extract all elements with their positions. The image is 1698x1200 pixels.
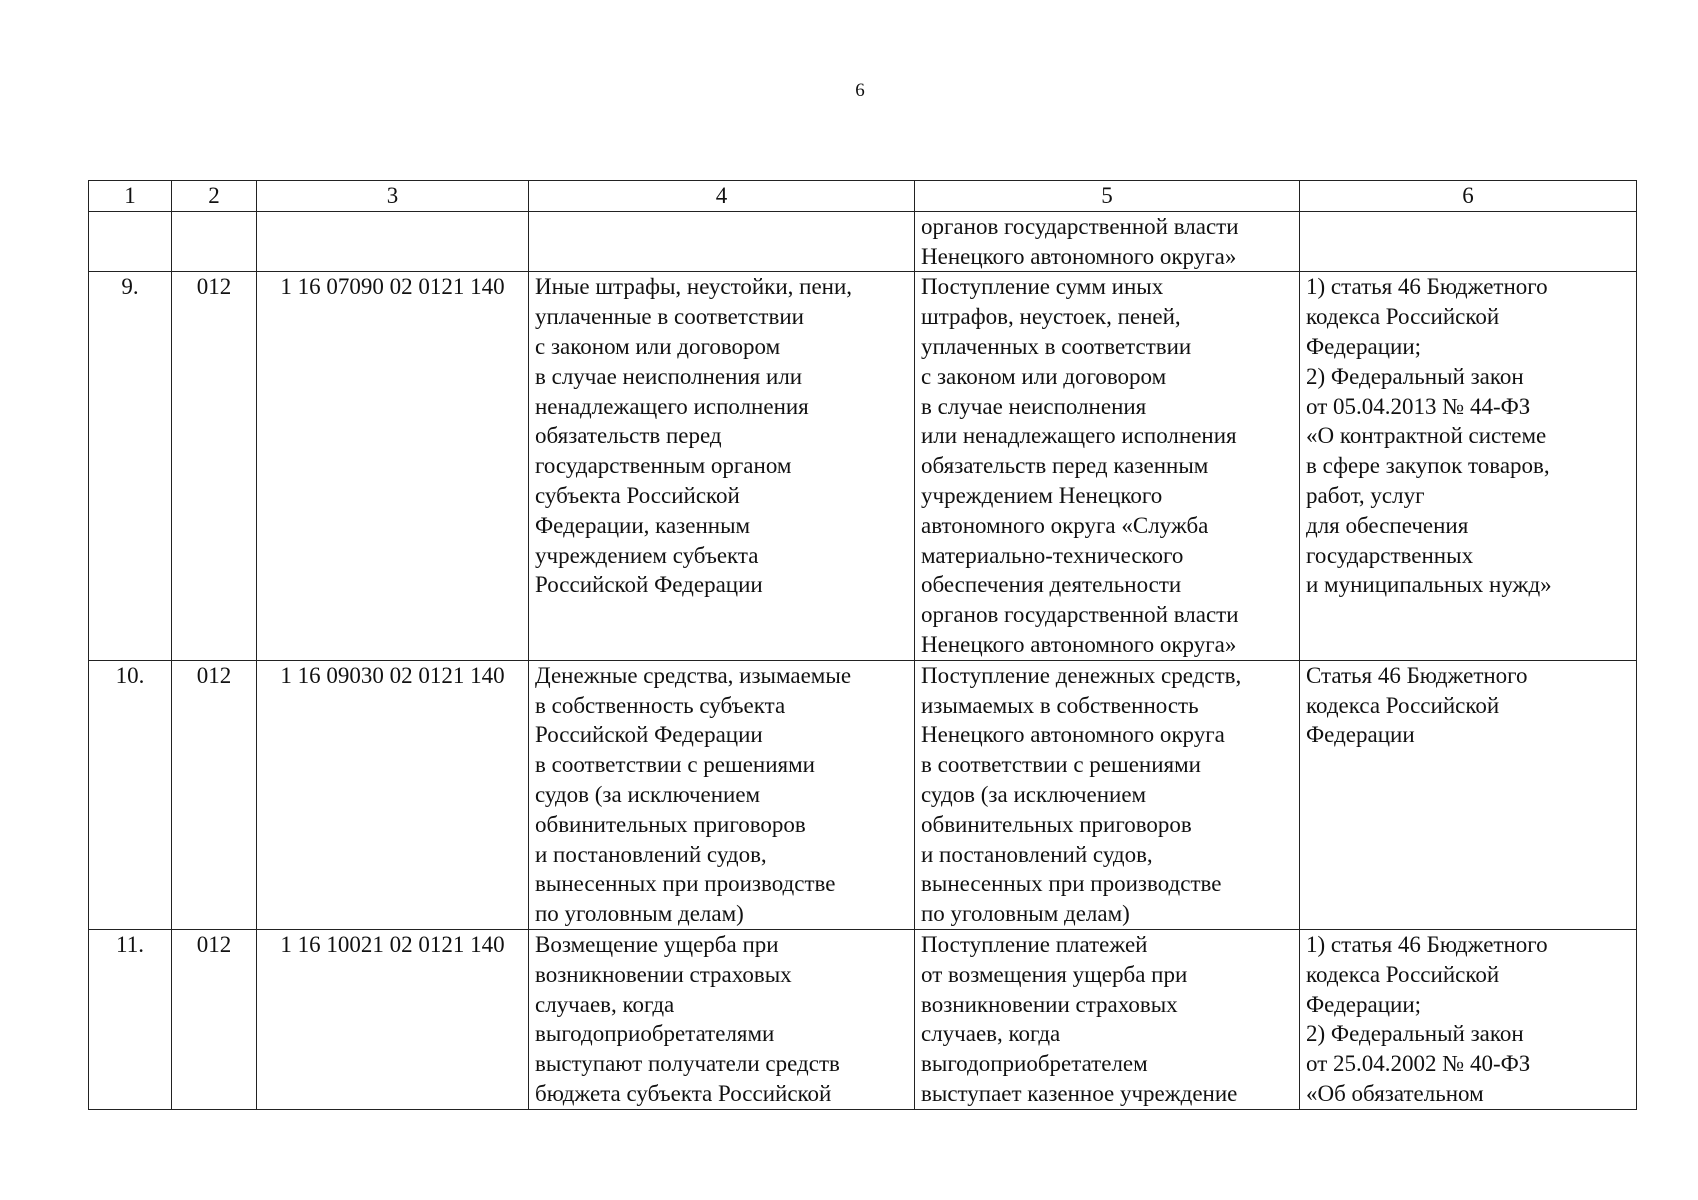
revenue-name-line: выступают получатели средств [535,1051,840,1077]
header-col-2: 2 [172,181,257,212]
revenue-description-cell [915,272,1300,660]
revenue-name-cell [529,272,915,660]
admin-code-cell: 012 [172,929,257,1109]
legal-basis-line: и муниципальных нужд» [1306,572,1552,598]
budget-code-cell: 1 16 10021 02 0121 140 [257,929,529,1109]
header-col-6: 6 [1300,181,1637,212]
legal-basis-cell [1300,211,1637,272]
legal-basis-line: 2) Федеральный закон [1306,1021,1524,1047]
revenue-name-line: уплаченные в соответствии [535,304,804,330]
header-col-4: 4 [529,181,915,212]
revenue-name-line: в собственность субъекта [535,692,786,718]
header-col-3: 3 [257,181,529,212]
revenue-description-line: в соответствии с решениями [921,752,1201,778]
revenue-description-line: Поступление платежей [921,931,1148,957]
revenue-description-cell [915,660,1300,929]
revenue-description-line: от возмещения ущерба при [921,961,1188,987]
revenue-description-line: обязательств перед казенным [921,453,1209,479]
revenue-name-line: судов (за исключением [535,781,761,807]
revenue-description-line: Поступление денежных средств, [921,662,1242,688]
revenue-name-line: в случае неисполнения или [535,363,803,389]
revenue-name-cell [529,929,915,1109]
revenue-description-line: органов государственной власти [921,213,1239,239]
legal-basis-line: для обеспечения [1306,512,1469,538]
row-number-cell: 10. [89,660,172,929]
header-col-5: 5 [915,181,1300,212]
legal-basis-line: Статья 46 Бюджетного [1306,662,1528,688]
budget-code-cell: 1 16 09030 02 0121 140 [257,660,529,929]
revenue-name-line: Денежные средства, изымаемые [535,662,852,688]
revenue-name-line: учреждением субъекта [535,542,759,568]
row-number-cell: 11. [89,929,172,1109]
revenue-description-line: Ненецкого автономного округа» [921,243,1237,269]
legal-basis-line: работ, услуг [1306,482,1425,508]
revenue-name-line: Иные штрафы, неустойки, пени, [535,274,853,300]
table-body [89,211,1637,1109]
revenue-name-line: возникновении страховых [535,961,792,987]
legal-basis-cell [1300,929,1637,1109]
revenue-description-line: обеспечения деятельности [921,572,1182,598]
revenue-description-line: уплаченных в соответствии [921,333,1192,359]
revenue-name-line: по уголовным делам) [535,901,744,927]
legal-basis-line: кодекса Российской [1306,304,1500,330]
revenue-description-line: Ненецкого автономного округа» [921,631,1237,657]
revenue-description-line: или ненадлежащего исполнения [921,423,1237,449]
budget-revenue-table [88,180,1637,1110]
legal-basis-line: Федерации [1306,722,1415,748]
revenue-description-line: автономного округа «Служба [921,512,1209,538]
revenue-description-line: учреждением Ненецкого [921,482,1163,508]
revenue-name-cell [529,660,915,929]
legal-basis-line: «О контрактной системе [1306,423,1547,449]
revenue-description-line: обвинительных приговоров [921,811,1192,837]
revenue-name-line: Возмещение ущерба при [535,931,779,957]
revenue-description-line: возникновении страховых [921,991,1178,1017]
revenue-description-line: Ненецкого автономного округа [921,722,1225,748]
revenue-description-line: изымаемых в собственность [921,692,1199,718]
revenue-name-line: Федерации, казенным [535,512,751,538]
row-number-cell: 9. [89,272,172,660]
legal-basis-cell [1300,660,1637,929]
revenue-description-line: органов государственной власти [921,602,1239,628]
revenue-description-line: с законом или договором [921,363,1167,389]
legal-basis-line: 1) статья 46 Бюджетного [1306,274,1548,300]
revenue-description-line: материально-технического [921,542,1184,568]
legal-basis-line: «Об обязательном [1306,1080,1484,1106]
revenue-description-line: в случае неисполнения [921,393,1147,419]
revenue-name-line: в соответствии с решениями [535,752,815,778]
legal-basis-line: 2) Федеральный закон [1306,363,1524,389]
revenue-name-line: Российской Федерации [535,722,763,748]
revenue-description-line: случаев, когда [921,1021,1061,1047]
revenue-name-cell [529,211,915,272]
table-row [89,660,1637,929]
revenue-name-line: государственным органом [535,453,792,479]
revenue-name-line: ненадлежащего исполнения [535,393,809,419]
legal-basis-line: Федерации; [1306,333,1422,359]
revenue-description-line: выгодоприобретателем [921,1051,1148,1077]
revenue-description-line: штрафов, неустоек, пеней, [921,304,1181,330]
revenue-name-line: с законом или договором [535,333,781,359]
table-row [89,929,1637,1109]
header-col-1: 1 [89,181,172,212]
revenue-name-line: случаев, когда [535,991,675,1017]
revenue-name-line: обязательств перед [535,423,722,449]
revenue-name-line: и постановлений судов, [535,841,767,867]
table-row [89,272,1637,660]
legal-basis-line: от 25.04.2002 № 40-ФЗ [1306,1051,1531,1077]
admin-code-cell [172,211,257,272]
legal-basis-cell [1300,272,1637,660]
row-number-cell [89,211,172,272]
admin-code-cell: 012 [172,660,257,929]
revenue-description-line: и постановлений судов, [921,841,1153,867]
revenue-name-line: субъекта Российской [535,482,740,508]
revenue-name-line: обвинительных приговоров [535,811,806,837]
revenue-description-line: по уголовным делам) [921,901,1130,927]
legal-basis-line: кодекса Российской [1306,961,1500,987]
revenue-description-cell [915,211,1300,272]
revenue-name-line: вынесенных при производстве [535,871,836,897]
revenue-description-line: выступает казенное учреждение [921,1080,1238,1106]
revenue-name-line: Российской Федерации [535,572,763,598]
legal-basis-line: 1) статья 46 Бюджетного [1306,931,1548,957]
revenue-description-line: Поступление сумм иных [921,274,1164,300]
budget-code-cell: 1 16 07090 02 0121 140 [257,272,529,660]
legal-basis-line: в сфере закупок товаров, [1306,453,1550,479]
revenue-description-line: вынесенных при производстве [921,871,1222,897]
header-row [89,181,1637,212]
revenue-name-line: выгодоприобретателями [535,1021,775,1047]
legal-basis-line: Федерации; [1306,991,1422,1017]
revenue-description-cell [915,929,1300,1109]
revenue-name-line: бюджета субъекта Российской [535,1080,832,1106]
budget-code-cell [257,211,529,272]
table-row [89,211,1637,272]
legal-basis-line: кодекса Российской [1306,692,1500,718]
page-number: 6 [855,80,865,101]
legal-basis-line: от 05.04.2013 № 44-ФЗ [1306,393,1531,419]
admin-code-cell: 012 [172,272,257,660]
legal-basis-line: государственных [1306,542,1474,568]
revenue-description-line: судов (за исключением [921,781,1147,807]
